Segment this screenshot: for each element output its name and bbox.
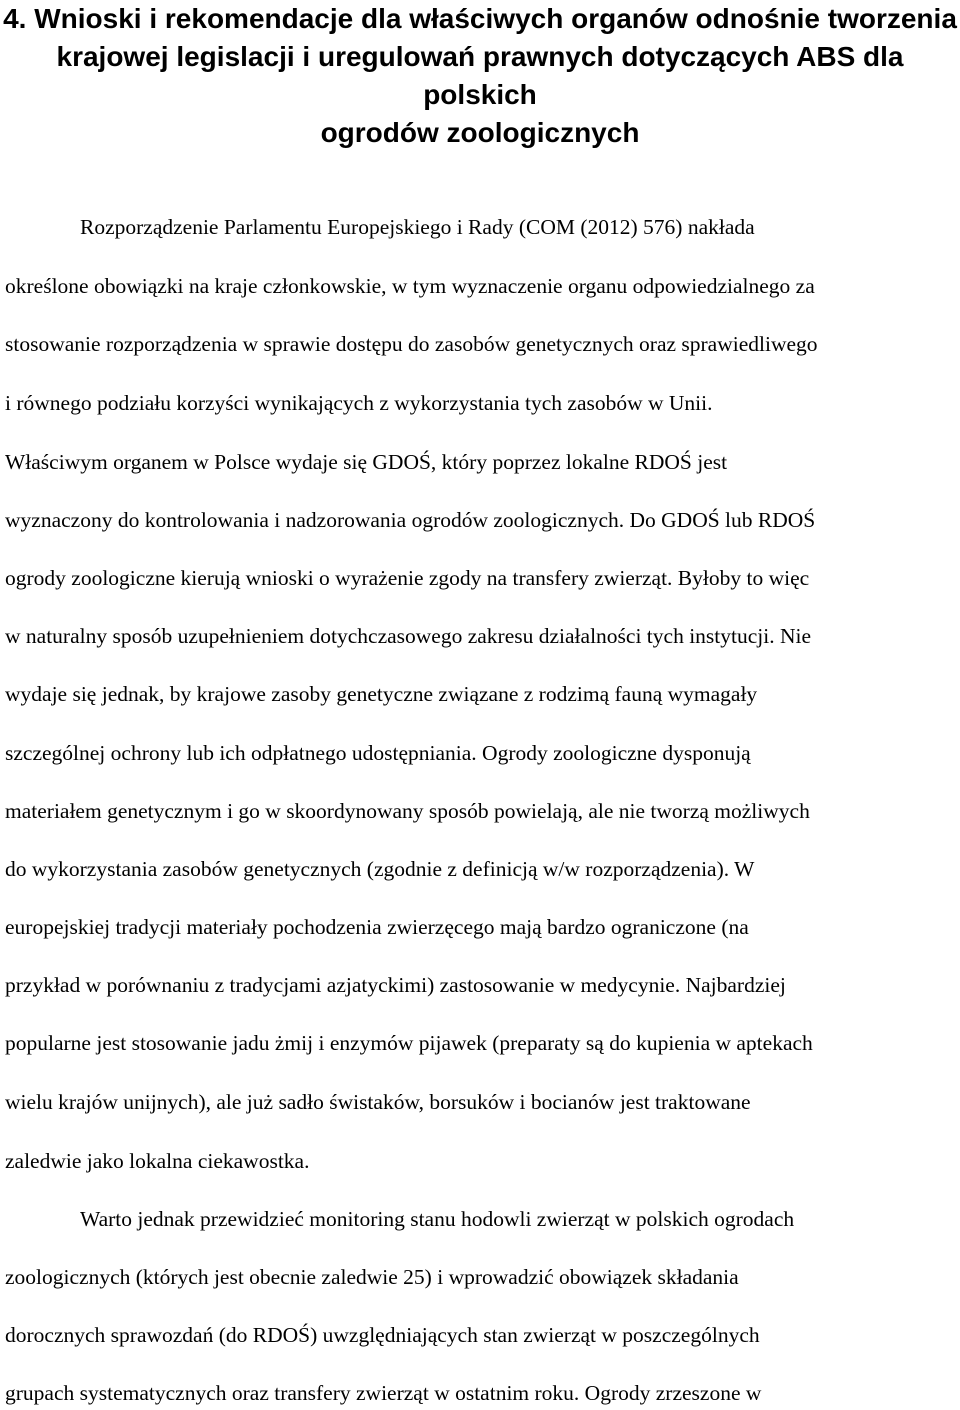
section-heading bbox=[0, 0, 960, 152]
paragraph-line: szczególnej ochrony lub ich odpłatnego udostępniania. Ogrody zoologiczne dysponują bbox=[5, 741, 751, 765]
heading-line: ogrodów zoologicznych bbox=[320, 117, 640, 148]
paragraph-line: ogrody zoologiczne kierują wnioski o wyrażenie zgody na transfery zwierząt. Byłoby to więc bbox=[5, 566, 810, 590]
paragraph-line: wielu krajów unijnych), ale już sadło świstaków, borsuków i bocianów jest traktowane bbox=[5, 1090, 751, 1114]
paragraph-line: w naturalny sposób uzupełnieniem dotychczasowego zakresu działalności tych instytucji. Nie bbox=[5, 624, 812, 648]
paragraph-line: grupach systematycznych oraz transfery zwierząt w ostatnim roku. Ogrody zrzeszone w bbox=[5, 1381, 762, 1405]
paragraph-line: wyznaczony do kontrolowania i nadzorowania ogrodów zoologicznych. Do GDOŚ lub RDOŚ bbox=[5, 508, 816, 532]
paragraph-line: Właściwym organem w Polsce wydaje się GDOŚ, który poprzez lokalne RDOŚ jest bbox=[5, 450, 728, 474]
paragraph-line: przykład w porównaniu z tradycjami azjatyckimi) zastosowanie w medycynie. Najbardziej bbox=[5, 973, 786, 997]
paragraph-line: zoologicznych (których jest obecnie zaledwie 25) i wprowadzić obowiązek składania bbox=[5, 1265, 739, 1289]
paragraph-line: popularne jest stosowanie jadu żmij i enzymów pijawek (preparaty są do kupienia w aptekach bbox=[5, 1031, 813, 1055]
paragraph-line: Warto jednak przewidzieć monitoring stanu hodowli zwierząt w polskich ogrodach bbox=[80, 1207, 795, 1231]
heading-line: krajowej legislacji i uregulowań prawnych dotyczących ABS dla polskich bbox=[56, 41, 904, 110]
paragraph-line: zaledwie jako lokalna ciekawostka. bbox=[5, 1149, 310, 1173]
paragraph-line: materiałem genetycznym i go w skoordynowany sposób powielają, ale nie tworzą możliwych bbox=[5, 799, 810, 823]
paragraph-line: i równego podziału korzyści wynikających z wykorzystania tych zasobów w Unii. bbox=[5, 391, 713, 415]
paragraph-line: Rozporządzenie Parlamentu Europejskiego i Rady (COM (2012) 576) nakłada bbox=[80, 215, 755, 239]
paragraph-line: europejskiej tradycji materiały pochodzenia zwierzęcego mają bardzo ograniczone (na bbox=[5, 915, 749, 939]
paragraph-line: dorocznych sprawozdań (do RDOŚ) uwzględniających stan zwierząt w poszczególnych bbox=[5, 1323, 760, 1347]
paragraph-line: do wykorzystania zasobów genetycznych (zgodnie z definicją w/w rozporządzenia). W bbox=[5, 857, 755, 881]
paragraph-line: wydaje się jednak, by krajowe zasoby genetyczne związane z rodzimą fauną wymagały bbox=[5, 682, 758, 706]
paragraph-line: stosowanie rozporządzenia w sprawie dostępu do zasobów genetycznych oraz sprawiedliwego bbox=[5, 332, 818, 356]
paragraph-line: określone obowiązki na kraje członkowskie, w tym wyznaczenie organu odpowiedzialnego za bbox=[5, 274, 815, 298]
heading-line: 4. Wnioski i rekomendacje dla właściwych organów odnośnie tworzenia bbox=[3, 3, 957, 34]
